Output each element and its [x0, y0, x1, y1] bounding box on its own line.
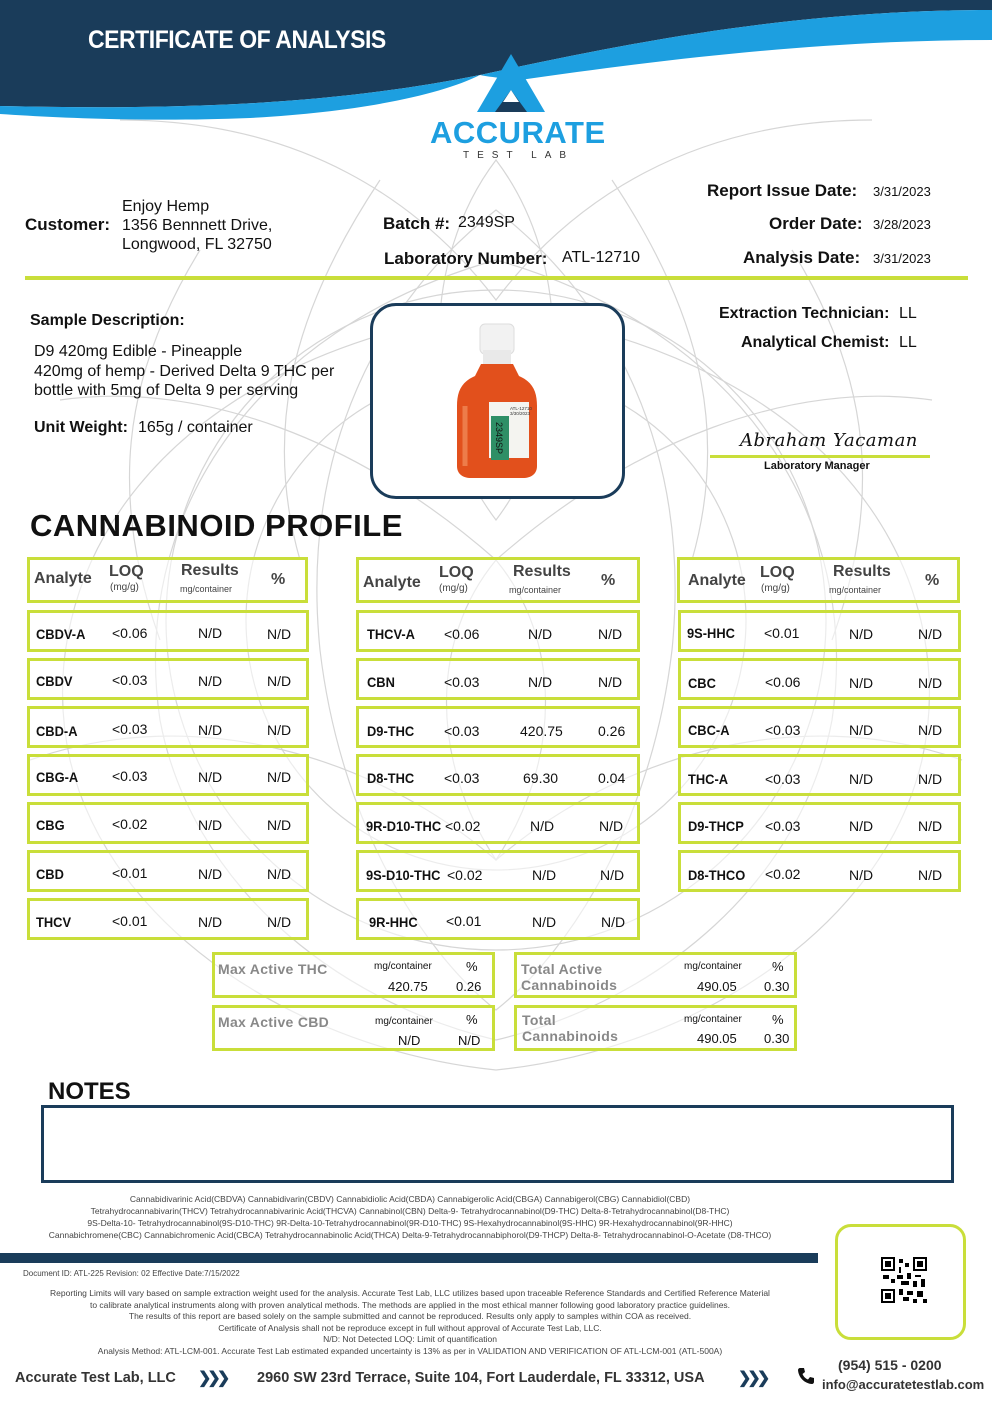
result-value: N/D — [198, 625, 223, 641]
max-active-cbd-label: Max Active CBD — [218, 1014, 330, 1030]
chevron-right-icon: ❯❯❯ — [738, 1370, 767, 1387]
header-results-unit: mg/container — [829, 585, 882, 595]
analyte-name: CBDV — [36, 673, 73, 689]
table-row — [356, 754, 640, 796]
result-value: N/D — [198, 914, 223, 930]
total-mg: 490.05 — [697, 1031, 737, 1046]
analysis-date: 3/31/2023 — [873, 251, 931, 266]
analytical-chemist-label: Analytical Chemist: — [741, 334, 890, 351]
analyte-name: D8-THC — [367, 770, 415, 786]
order-date-label: Order Date: — [769, 214, 863, 233]
table-row — [27, 706, 309, 748]
table-row — [678, 754, 961, 796]
extraction-technician-value: LL — [899, 305, 917, 322]
header-results-unit: mg/container — [509, 585, 562, 595]
header-loq-unit: (mg/g) — [761, 583, 790, 594]
glossary-line: Tetrahydrocannabivarin(THCV) Tetrahydrocannabivarinic Acid(THCVA) Cannabinol(CBN) Delta-9- Tetrahydrocannabinol(D9-THC) Delta-8-Tetrahydrocannabinol(D8-THC) — [90, 1206, 730, 1216]
customer-address-line2: Longwood, FL 32750 — [122, 236, 272, 253]
loq-value: <0.01 — [112, 913, 148, 929]
sample-line-2: 420mg of hemp - Derived Delta 9 THC per — [34, 363, 335, 380]
analyte-name: THCV — [36, 914, 72, 930]
unit-label: mg/container — [375, 1016, 433, 1027]
max-active-thc-label: Max Active THC — [218, 961, 328, 977]
qr-code-icon[interactable] — [881, 1257, 927, 1303]
percent-value: N/D — [267, 866, 292, 882]
table-row — [27, 754, 309, 796]
total-active-label-1: Total Active — [521, 961, 603, 977]
percent-value: N/D — [918, 722, 943, 738]
percent-value: N/D — [267, 769, 292, 785]
max-active-cbd-box — [212, 1005, 495, 1051]
loq-value: <0.01 — [112, 865, 148, 881]
footer-company: Accurate Test Lab, LLC — [15, 1370, 176, 1386]
result-value: N/D — [528, 626, 553, 642]
result-value: N/D — [198, 866, 223, 882]
table-row — [678, 802, 961, 844]
table-row — [27, 850, 309, 892]
result-value: N/D — [532, 867, 557, 883]
unit-label: mg/container — [684, 961, 742, 972]
unit-weight-value: 165g / container — [138, 419, 253, 436]
table-row — [678, 610, 961, 652]
logo-wordmark: ACCURATE — [430, 115, 606, 150]
qr-code-frame — [835, 1224, 966, 1340]
analyte-name: CBC-A — [688, 722, 730, 738]
table-header-1 — [27, 557, 308, 603]
percent-value: N/D — [601, 914, 626, 930]
loq-value: <0.03 — [765, 771, 801, 787]
percent-value: 0.04 — [598, 770, 626, 786]
analyte-name: 9S-HHC — [687, 625, 735, 641]
manager-title: Laboratory Manager — [764, 460, 870, 472]
disclaimer-line: Analysis Method: ATL-LCM-001. Accurate Test Lab estimated expanded uncertainty is 13% as per in VALIDATION AND VERIFICATION OF ATL-LCM-001 (ATL-500A) — [97, 1346, 723, 1356]
result-value: N/D — [849, 675, 874, 691]
glossary-line: 9S-Delta-10- Tetrahydrocannabinol(9S-D10-THC) 9R-Delta-10-Tetrahydrocannabinol(9R-D10-THC) 9S-Hexahydrocannabinol(9S-HHC) 9R-Hexahydrocannabinol(9R-HHC) — [87, 1218, 733, 1228]
batch-value: 2349SP — [458, 214, 515, 231]
percent-value: N/D — [598, 674, 623, 690]
table-row — [27, 802, 309, 844]
product-photo — [370, 303, 625, 499]
loq-value: <0.01 — [764, 625, 800, 641]
analytical-chemist-value: LL — [899, 334, 917, 351]
table-row — [27, 658, 309, 700]
total-active-mg: 490.05 — [697, 979, 737, 994]
loq-value: <0.02 — [445, 818, 481, 834]
disclaimer-line: to calibrate analytical instruments along with proven analytical methods. The methods are applied in the most ethical manner following good laboratory practice guidelines. — [89, 1300, 731, 1310]
footer-phone[interactable]: (954) 515 - 0200 — [838, 1357, 942, 1373]
sample-line-1: D9 420mg Edible - Pineapple — [34, 343, 243, 360]
page-title: CERTIFICATE OF ANALYSIS — [88, 26, 386, 54]
result-value: N/D — [528, 674, 553, 690]
sample-line-3: bottle with 5mg of Delta 9 per serving — [34, 382, 299, 399]
loq-value: <0.03 — [444, 723, 480, 739]
lab-number-label: Laboratory Number: — [384, 249, 548, 268]
header-results: Results — [181, 562, 239, 579]
percent-value: N/D — [267, 722, 292, 738]
analyte-name: CBG — [36, 817, 65, 833]
section-title-cannabinoid-profile: CANNABINOID PROFILE — [30, 508, 403, 543]
table-row — [356, 610, 640, 652]
percent-label: % — [772, 959, 784, 974]
result-value: 420.75 — [520, 723, 563, 739]
table-header-2 — [356, 557, 640, 603]
analyte-name: D9-THC — [367, 723, 415, 739]
unit-weight-label: Unit Weight: — [34, 419, 128, 436]
total-label-2: Cannabinoids — [522, 1028, 619, 1044]
max-active-thc-mg: 420.75 — [388, 979, 428, 994]
analyte-name: D9-THCP — [688, 818, 744, 834]
header-divider — [25, 276, 968, 280]
analyte-name: 9R-D10-THC — [366, 818, 442, 834]
header-loq: LOQ — [109, 563, 144, 580]
sample-description-label: Sample Description: — [30, 312, 185, 329]
table-row — [678, 706, 961, 748]
percent-value: N/D — [599, 818, 624, 834]
percent-value: N/D — [918, 818, 943, 834]
result-value: N/D — [198, 673, 223, 689]
table-header-3 — [677, 557, 960, 603]
analyte-name: 9S-D10-THC — [366, 867, 441, 883]
logo-subtitle: TEST LAB — [463, 150, 575, 161]
analyte-name: CBC — [688, 675, 716, 691]
header-percent: % — [925, 572, 940, 589]
loq-value: <0.02 — [447, 867, 483, 883]
loq-value: <0.03 — [112, 721, 148, 737]
loq-value: <0.06 — [765, 674, 801, 690]
percent-label: % — [466, 959, 478, 974]
loq-value: <0.03 — [112, 672, 148, 688]
disclaimer-line: The results of this report are based solely on the sample submitted and cannot be reproduced. Results only apply to samples within COA as received. — [128, 1311, 692, 1321]
table-row — [356, 706, 640, 748]
bottle-label-date: 3/30/2023 — [510, 411, 531, 416]
bottle-icon — [373, 306, 622, 496]
total-active-cannabinoids-box — [514, 952, 797, 998]
percent-value: 0.26 — [598, 723, 626, 739]
customer-label: Customer: — [25, 215, 111, 234]
table-row — [356, 658, 640, 700]
table-row — [27, 610, 309, 652]
table-row — [27, 898, 309, 940]
percent-value: N/D — [267, 914, 292, 930]
header-loq: LOQ — [760, 564, 795, 581]
customer-name: Enjoy Hemp — [122, 198, 210, 215]
disclaimer-line: Certificate of Analysis shall not be reproduce except in full without approval of Accurate Test Lab, LLC. — [218, 1323, 602, 1333]
percent-value: N/D — [918, 626, 943, 642]
accurate-logo-icon — [475, 52, 547, 114]
percent-value: N/D — [600, 867, 625, 883]
notes-box — [41, 1105, 954, 1183]
total-cannabinoids-box — [514, 1005, 797, 1051]
header-analyte: Analyte — [34, 570, 92, 587]
header-loq: LOQ — [439, 564, 474, 581]
header-results-unit: mg/container — [180, 584, 233, 594]
loq-value: <0.03 — [765, 722, 801, 738]
percent-value: N/D — [267, 817, 292, 833]
footer-address: 2960 SW 23rd Terrace, Suite 104, Fort Lauderdale, FL 33312, USA — [257, 1370, 705, 1386]
result-value: N/D — [530, 818, 555, 834]
analyte-name: THC-A — [688, 771, 729, 787]
bottle-label-lab: ATL-12710 — [510, 406, 532, 411]
notes-title: NOTES — [48, 1078, 131, 1105]
signature: Abraham Yacaman — [740, 430, 918, 451]
result-value: N/D — [198, 722, 223, 738]
table-row — [678, 658, 961, 700]
header-loq-unit: (mg/g) — [439, 583, 468, 594]
loq-value: <0.02 — [112, 816, 148, 832]
header-analyte: Analyte — [688, 572, 746, 589]
glossary-line: Cannabidivarinic Acid(CBDVA) Cannabidivarin(CBDV) Cannabidiolic Acid(CBDA) Cannabigerolic Acid(CBGA) Cannabigerol(CBG) Cannabidiol(CBD) — [129, 1194, 691, 1204]
table-row — [356, 850, 640, 892]
analyte-name: CBD-A — [36, 723, 78, 739]
table-row — [356, 802, 640, 844]
document-info: Document ID: ATL-225 Revision: 02 Effective Date:7/15/2022 — [23, 1269, 240, 1278]
header-percent: % — [271, 571, 286, 588]
percent-value: N/D — [918, 771, 943, 787]
percent-label: % — [772, 1012, 784, 1027]
report-issue-date: 3/31/2023 — [873, 184, 931, 199]
disclaimer-line: N/D: Not Detected LOQ: Limit of quantification — [323, 1334, 497, 1344]
analyte-name: 9R-HHC — [369, 914, 418, 930]
max-active-thc-pct: 0.26 — [456, 979, 482, 994]
total-label-1: Total — [522, 1012, 556, 1028]
loq-value: <0.03 — [444, 770, 480, 786]
analyte-name: CBN — [367, 674, 395, 690]
header-analyte: Analyte — [363, 574, 421, 591]
header-results: Results — [833, 563, 891, 580]
percent-value: N/D — [598, 626, 623, 642]
footer-email[interactable]: info@accuratetestlab.com — [822, 1377, 985, 1392]
batch-label: Batch #: — [383, 214, 451, 233]
result-value: N/D — [532, 914, 557, 930]
total-active-label-2: Cannabinoids — [521, 977, 618, 993]
disclaimer-line: Reporting Limits will vary based on sample extraction weight used for the analysis. Accurate Test Lab, LLC utilizes based upon traceable Reference Standards and Certified Reference Material — [50, 1288, 770, 1298]
loq-value: <0.03 — [112, 768, 148, 784]
table-row — [356, 898, 640, 940]
loq-value: <0.03 — [444, 674, 480, 690]
analysis-date-label: Analysis Date: — [743, 248, 861, 267]
total-pct: 0.30 — [764, 1031, 790, 1046]
result-value: N/D — [849, 867, 874, 883]
result-value: N/D — [198, 769, 223, 785]
unit-label: mg/container — [684, 1014, 742, 1025]
analyte-name: THCV-A — [367, 626, 415, 642]
loq-value: <0.03 — [765, 818, 801, 834]
result-value: N/D — [849, 626, 874, 642]
max-active-thc-box — [212, 952, 495, 998]
percent-value: N/D — [267, 673, 292, 689]
result-value: N/D — [849, 771, 874, 787]
percent-value: N/D — [267, 626, 292, 642]
table-row — [678, 850, 961, 892]
percent-value: N/D — [918, 867, 943, 883]
result-value: N/D — [849, 722, 874, 738]
analyte-name: CBG-A — [36, 769, 79, 785]
loq-value: <0.01 — [446, 913, 482, 929]
signature-line — [710, 455, 930, 458]
unit-label: mg/container — [374, 961, 432, 972]
extraction-technician-label: Extraction Technician: — [719, 305, 890, 322]
max-active-cbd-pct: N/D — [458, 1033, 481, 1048]
max-active-cbd-mg: N/D — [398, 1033, 421, 1048]
loq-value: <0.06 — [444, 626, 480, 642]
result-value: N/D — [849, 818, 874, 834]
analyte-name: D8-THCO — [688, 867, 746, 883]
header-percent: % — [601, 572, 616, 589]
chevron-right-icon: ❯❯❯ — [198, 1370, 227, 1387]
report-issue-date-label: Report Issue Date: — [707, 181, 858, 200]
percent-label: % — [466, 1012, 478, 1027]
result-value: 69.30 — [523, 770, 559, 786]
phone-icon — [796, 1366, 816, 1386]
result-value: N/D — [198, 817, 223, 833]
analyte-name: CBDV-A — [36, 626, 86, 642]
analyte-name: CBD — [36, 866, 64, 882]
total-active-pct: 0.30 — [764, 979, 790, 994]
lab-number-value: ATL-12710 — [562, 249, 640, 266]
percent-value: N/D — [918, 675, 943, 691]
glossary-line: Cannabichromene(CBC) Cannabichromenic Acid(CBCA) Tetrahydrocannabinolic Acid(THCA) Delta-9-Tetrahydrocannabiphorol(D9-THCP) Delta-8- Tetrahydrocannabinol-O-Acetate (D8-THCO) — [48, 1230, 772, 1240]
header-results: Results — [513, 563, 571, 580]
loq-value: <0.06 — [112, 625, 148, 641]
header-loq-unit: (mg/g) — [110, 582, 139, 593]
bottle-label-batch: 2349SP — [494, 422, 504, 455]
order-date: 3/28/2023 — [873, 217, 931, 232]
footer-divider — [0, 1253, 818, 1263]
loq-value: <0.02 — [765, 866, 801, 882]
customer-address-line1: 1356 Bennnett Drive, — [122, 217, 273, 234]
